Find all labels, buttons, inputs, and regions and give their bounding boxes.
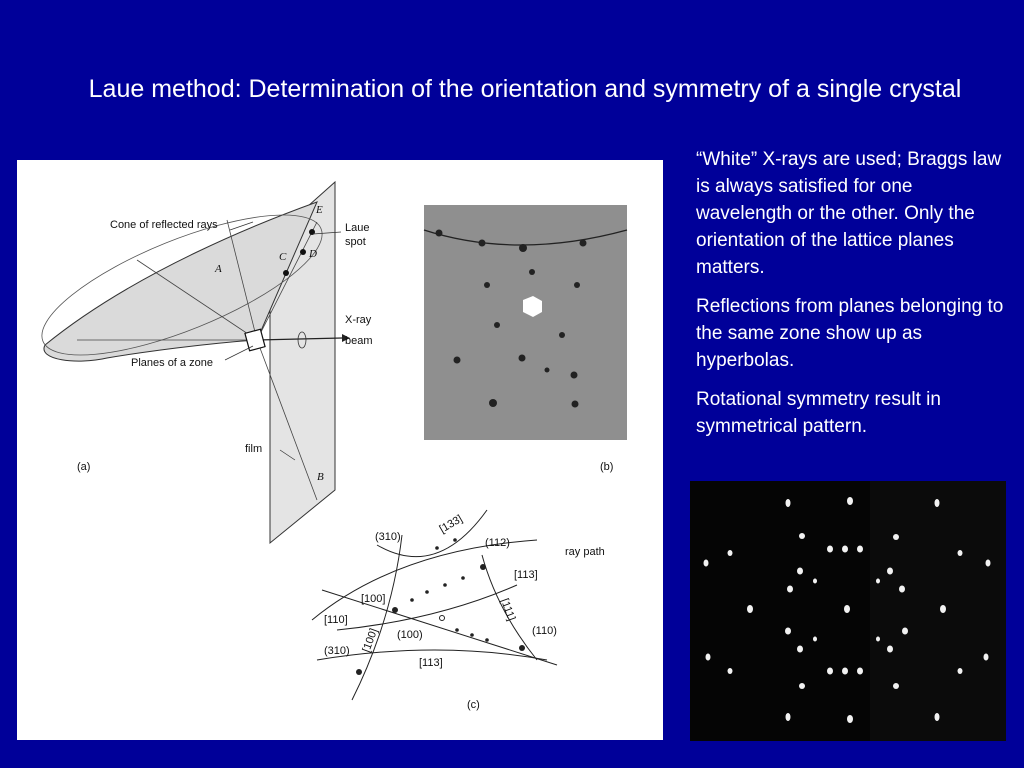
label-113-right: [113] [514, 569, 538, 581]
bright-spot [728, 668, 733, 674]
zone-dot [435, 546, 439, 550]
bright-spot [704, 560, 709, 567]
bright-spot [986, 560, 991, 567]
zone-dot [485, 638, 489, 642]
bright-spot [902, 628, 908, 635]
diffraction-spot [519, 244, 527, 252]
crystal-cube [245, 329, 265, 351]
bright-spot [893, 683, 899, 689]
bright-spot [797, 646, 803, 653]
diffraction-spot [580, 240, 587, 247]
zone-diagram-c [312, 510, 605, 711]
bright-spot [958, 668, 963, 674]
laue-pattern-photo [690, 481, 1006, 741]
point-e-label: E [316, 204, 323, 216]
callout-line [225, 346, 253, 360]
film-label: film [245, 443, 263, 455]
figure-b-label: (b) [600, 461, 614, 473]
zone-dot [470, 633, 474, 637]
bright-spot [786, 713, 791, 721]
diffraction-spot [571, 372, 578, 379]
figure-c-label: (c) [467, 699, 480, 711]
laue-spot-label-1: Laue [345, 222, 370, 234]
bright-spot [787, 586, 793, 593]
laue-geometry-diagram [26, 182, 372, 543]
label-310-bottom: (310) [324, 645, 350, 657]
diffraction-spot [559, 332, 565, 338]
xray-label-2: beam [345, 335, 373, 347]
bright-spot [785, 628, 791, 635]
bright-spot [844, 605, 850, 613]
beam-center-marker [440, 616, 445, 621]
zone-dot [453, 538, 457, 542]
laue-figure-panel [17, 160, 663, 740]
bright-spot [827, 546, 833, 553]
bright-spot [887, 646, 893, 653]
label-111: [111] [498, 596, 518, 623]
label-110-right: (110) [532, 625, 557, 637]
slide-title: Laue method: Determination of the orientation and symmetry of a single crystal [88, 75, 962, 103]
zone-pole-dot [356, 669, 362, 675]
label-100-rotated: [100] [360, 626, 381, 655]
zone-dot [425, 590, 429, 594]
point-b-label: B [317, 471, 324, 483]
diffraction-spot [454, 357, 461, 364]
paragraph-rotational-symmetry: Rotational symmetry result in symmetrical pattern. [696, 389, 941, 437]
bright-spot [847, 497, 853, 505]
laue-photograph-b [424, 205, 627, 473]
label-310-top: (310) [375, 531, 401, 543]
planes-label: Planes of a zone [131, 357, 213, 369]
diffraction-spot [436, 230, 443, 237]
diffraction-spot [494, 322, 500, 328]
bright-spot [893, 534, 899, 540]
bright-spot [842, 546, 848, 553]
label-113-bottom: [113] [419, 657, 443, 669]
zone-pole-dot [480, 564, 486, 570]
laue-spot [300, 249, 306, 255]
bright-spot [857, 668, 863, 675]
diffraction-spot [479, 240, 486, 247]
label-133: [133] [437, 512, 465, 536]
bright-spot [813, 637, 817, 642]
zone-dot [443, 583, 447, 587]
laue-spot [283, 270, 289, 276]
bright-spot [935, 713, 940, 721]
bright-spot [728, 550, 733, 556]
bright-spot [813, 579, 817, 584]
bright-spot [857, 546, 863, 553]
bright-spot [827, 668, 833, 675]
diffraction-spot [529, 269, 535, 275]
zone-dot [455, 628, 459, 632]
bright-spot [706, 654, 711, 661]
bright-spot [876, 637, 880, 642]
diffraction-spot [545, 368, 550, 373]
point-a-label: A [215, 263, 222, 275]
diffraction-spot [489, 399, 497, 407]
point-c-label: C [279, 251, 287, 263]
label-112: (112) [485, 537, 510, 549]
bright-spot [747, 605, 753, 613]
diffraction-spot [484, 282, 490, 288]
zone-pole-dot [392, 607, 398, 613]
explanation-text [696, 146, 1006, 452]
laue-figure-svg [17, 160, 663, 740]
bright-spot [899, 586, 905, 593]
bright-spot [935, 499, 940, 507]
label-110-left: [110] [324, 614, 348, 626]
diffraction-spot [572, 401, 579, 408]
bright-spot [786, 499, 791, 507]
bright-spot [887, 568, 893, 575]
figure-a-label: (a) [77, 461, 91, 473]
photo-b-background [424, 205, 627, 440]
point-d-label: D [309, 248, 317, 260]
laue-pattern-svg [690, 481, 1006, 741]
photo-shade [870, 481, 1006, 741]
bright-spot [876, 579, 880, 584]
paragraph-white-xrays: “White” X-rays are used; Braggs law is always satisfied for one wavelength or the other. Only the orientation of the lattice planes matters. [696, 149, 1002, 278]
bright-spot [847, 715, 853, 723]
bright-spot [940, 605, 946, 613]
bright-spot [984, 654, 989, 661]
bright-spot [797, 568, 803, 575]
zone-pole-dot [519, 645, 525, 651]
zone-curve [352, 535, 402, 700]
bright-spot [842, 668, 848, 675]
bright-spot [958, 550, 963, 556]
label-100-center: (100) [397, 629, 423, 641]
diffraction-spot [519, 355, 526, 362]
ray-path-label: ray path [565, 546, 605, 558]
label-100-left: [100] [361, 593, 386, 605]
zone-dot [410, 598, 414, 602]
bright-spot [799, 533, 805, 539]
bright-spot [799, 683, 805, 689]
diffraction-spot [574, 282, 580, 288]
cone-label: Cone of reflected rays [110, 219, 218, 231]
zone-dot [461, 576, 465, 580]
paragraph-zone-hyperbolas: Reflections from planes belonging to the same zone show up as hyperbolas. [696, 296, 1004, 371]
xray-label-1: X-ray [345, 314, 372, 326]
laue-spot-label-2: spot [345, 236, 366, 248]
